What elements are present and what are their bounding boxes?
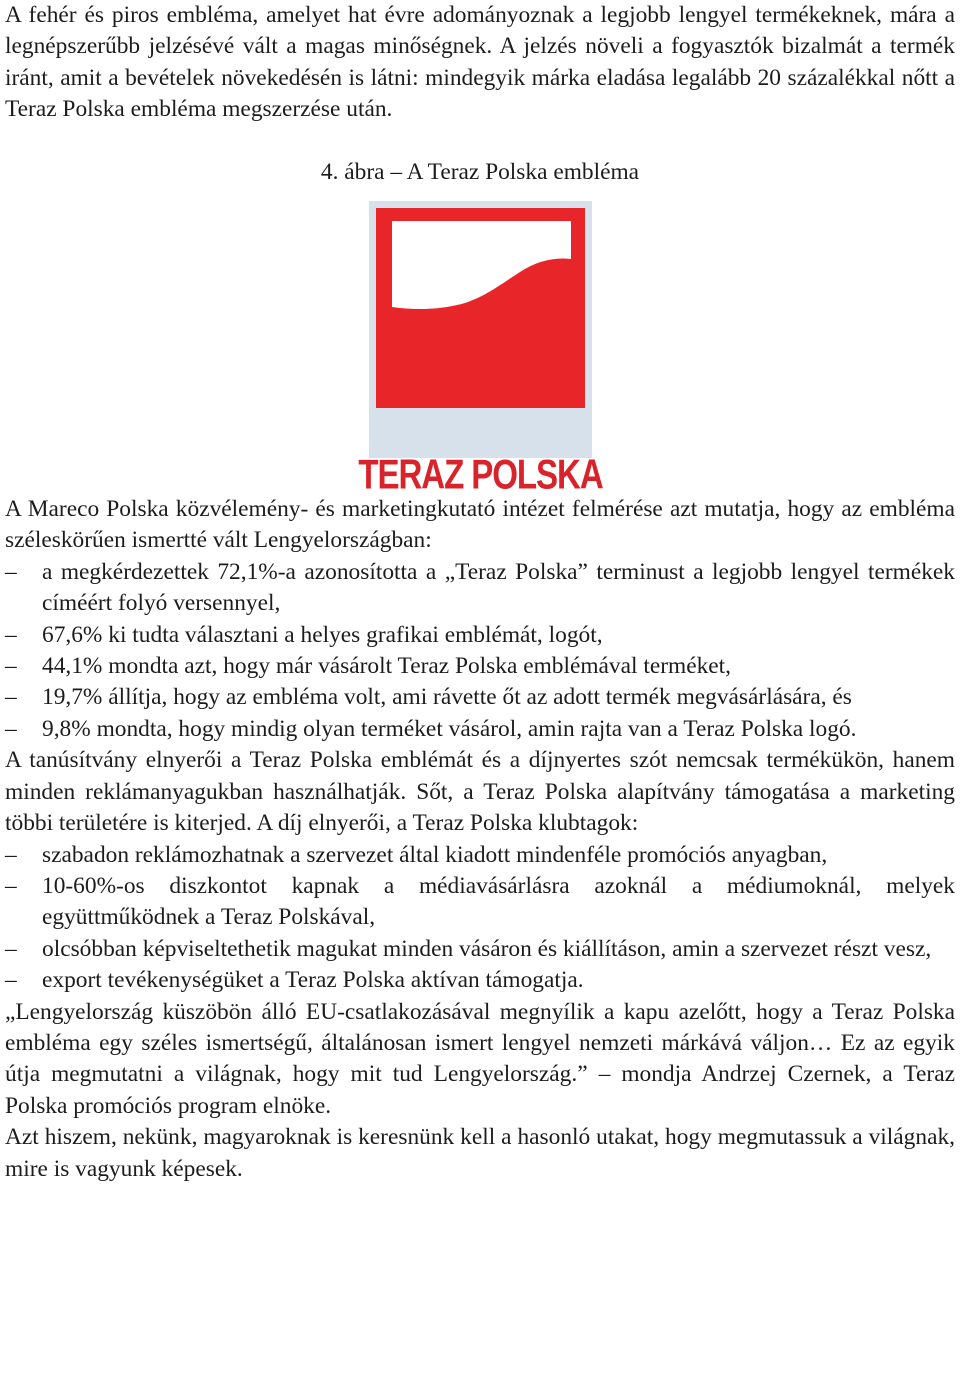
list-item-text: 19,7% állítja, hogy az embléma volt, ami rávette őt az adott termék megvásárlására, és [42, 684, 852, 711]
list-item [5, 840, 955, 871]
dash-bullet: – [5, 872, 17, 899]
list-item [5, 714, 955, 745]
dash-bullet: – [5, 935, 17, 962]
figure-caption: 4. ábra – A Teraz Polska embléma [320, 158, 640, 185]
dash-bullet: – [5, 653, 17, 680]
survey-intro: A Mareco Polska közvélemény- és marketingkutató intézet felmérése azt mutatja, hogy az embléma széleskörűen ismertté vált Lengyelországban: [5, 496, 955, 554]
teraz-polska-logo [357, 201, 603, 498]
dash-bullet: – [5, 841, 17, 868]
closing-paragraph: Azt hiszem, nekünk, magyaroknak is keresnünk kell a hasonló utakat, hogy megmutassuk a világnak, mire is vagyunk képesek. [5, 1124, 955, 1182]
list-item-text: export tevékenységüket a Teraz Polska aktívan támogatja. [42, 967, 584, 994]
document-page [5, 0, 955, 1185]
dash-bullet: – [5, 621, 17, 648]
list-item [5, 871, 955, 934]
benefits-list [5, 840, 955, 997]
intro-paragraph: A fehér és piros embléma, amelyet hat évre adományoznak a legjobb lengyel termékeknek, mára a legnépszerűbb jelzésévé vált a magas minőségnek. A jelzés növeli a fogyasztók bizalmát a termék iránt, amit a bevételek növekedésén is látni: mindegyik márka eladása legalább 20 százalékkal nőtt a Teraz Polska embléma megszerzése után. [5, 2, 955, 123]
list-item-text: olcsóbban képviseltethetik magukat minden vásáron és kiállításon, amin a szervezet részt vesz, [42, 935, 932, 962]
list-item-text: szabadon reklámozhatnak a szervezet által kiadott mindenféle promóciós anyagban, [42, 841, 828, 868]
survey-list [5, 557, 955, 745]
list-item-text: 44,1% mondta azt, hogy már vásárolt Teraz Polska emblémával terméket, [42, 653, 732, 680]
list-item [5, 934, 955, 965]
list-item-text: 9,8% mondta, hogy mindig olyan terméket vásárol, amin rajta van a Teraz Polska logó. [42, 715, 857, 742]
list-item [5, 965, 955, 996]
list-item-text: 10-60%-os diszkontot kapnak a médiavásárlásra azoknál a médiumoknál, melyek együttműködnek a Teraz Polskával, [42, 872, 955, 931]
dash-bullet: – [5, 558, 17, 585]
list-item [5, 557, 955, 620]
list-item [5, 651, 955, 682]
benefits-intro: A tanúsítvány elnyerői a Teraz Polska emblémát és a díjnyertes szót nemcsak termékükön, hanem minden reklámanyagukban használhatják. Sőt, a Teraz Polska alapítvány támogatása a marketing többi területére is kiterjed. A díj elnyerői, a Teraz Polska klubtagok: [5, 747, 955, 837]
logo-text: TERAZ POLSKA [357, 450, 603, 498]
dash-bullet: – [5, 967, 17, 994]
list-item [5, 682, 955, 713]
quote-paragraph: „Lengyelország küszöbön álló EU-csatlakozásával megnyílik a kapu azelőtt, hogy a Teraz Polska embléma egy széles ismertségű, általánosan ismert lengyel nemzeti márkává váljon… Ez az egyik útja megmutatni a világnak, hogy mit tud Lengyelország.” – mondja Andrzej Czernek, a Teraz Polska promóciós program elnöke. [5, 998, 955, 1119]
dash-bullet: – [5, 684, 17, 711]
list-item-text: a megkérdezettek 72,1%-a azonosította a „Teraz Polska” terminust a legjobb lengyel termékek címéért folyó versennyel, [42, 558, 955, 617]
list-item [5, 620, 955, 651]
dash-bullet: – [5, 715, 17, 742]
list-item-text: 67,6% ki tudta választani a helyes grafikai emblémát, logót, [42, 621, 603, 648]
